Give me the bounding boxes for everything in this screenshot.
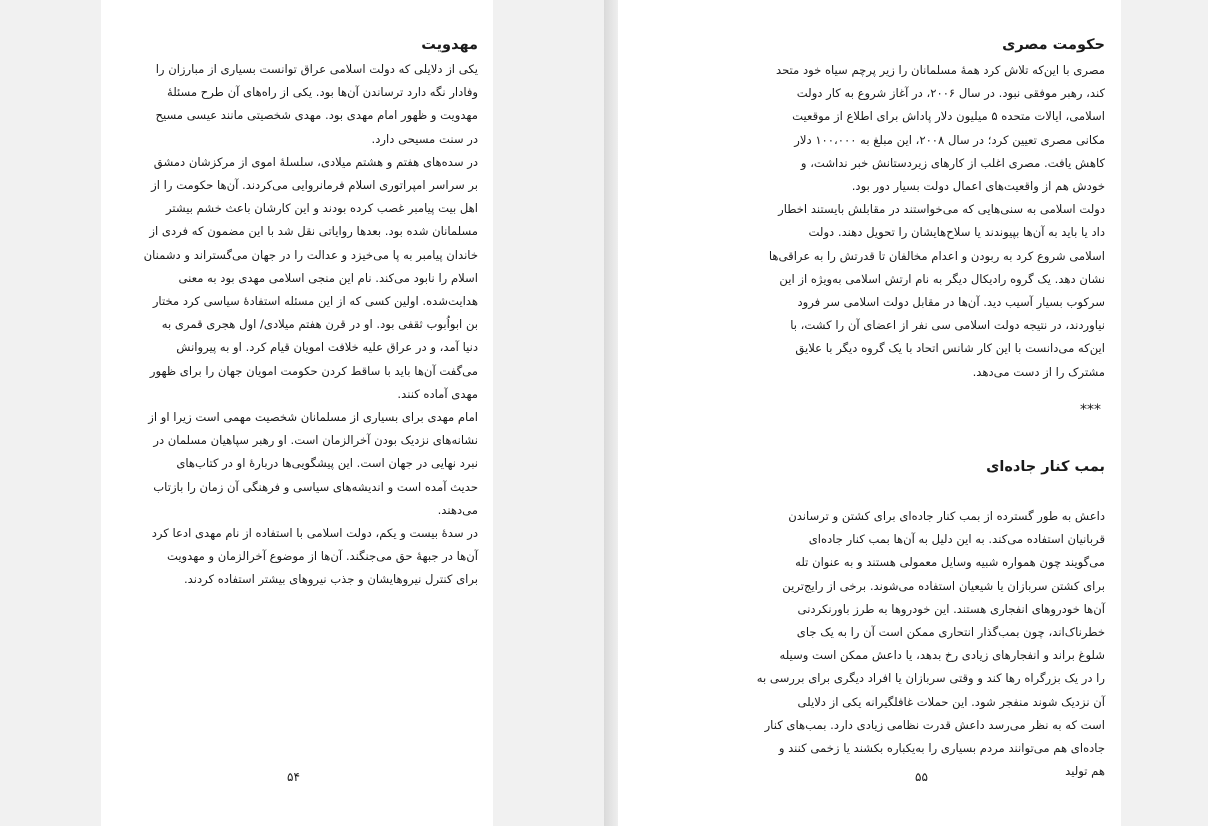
text-line: سرکوب بسیار آسیب دید. آن‌ها در مقابل دولت اسلامی سر فرود — [797, 295, 1105, 310]
text-line: بن ابواُبوب ثقفی بود. او در قرن هفتم میلادی/ اول هجری قمری به — [161, 317, 478, 332]
text-line: امام مهدی برای بسیاری از مسلمانان شخصیت مهمی است زیرا او از — [148, 410, 478, 425]
text-line: می‌دهند. — [437, 502, 478, 517]
right-page-number: ۵۵ — [915, 770, 928, 784]
text-line: دولت اسلامی به سنی‌هایی که می‌خواستند در مقابلش بایستند اخطار — [778, 202, 1105, 217]
text-line: این‌که می‌دانست با این کار شانس اتحاد با یک گروه دیگر با علایق — [795, 341, 1105, 356]
right-page-body-text-1 — [769, 59, 1105, 384]
text-line: آن‌ها خودروهای انفجاری هستند. این خودروها به طرز باورنکردنی — [797, 601, 1105, 616]
text-line: اهل بیت پیامبر غصب کرده بودند و این کارشان باعث خشم بیشتر — [165, 201, 478, 216]
text-line: مصری با این‌که تلاش کرد همهٔ مسلمانان را زیر پرچم سیاه خود متحد — [775, 63, 1105, 77]
text-line: آن‌ها در جبههٔ حق می‌جنگند. آن‌ها از موضوع آخرالزمان و مهدویت — [166, 549, 478, 564]
left-page-body-text — [144, 58, 478, 592]
text-line: می‌گویند چون همواره شبیه وسایل معمولی هستند و به عنوان تله — [795, 555, 1105, 570]
text-line: را در یک بزرگراه رها کند و وقتی سربازان یا افراد دیگری برای بررسی به — [756, 671, 1105, 686]
text-line: اسلامی، ایالات متحده ۵ میلیون دلار پاداش برای اطلاع از موقعیت — [792, 109, 1105, 124]
text-line: خودش هم از واقعیت‌های اعمال دولت بسیار دور بود. — [851, 179, 1105, 194]
text-line: در سنت مسیحی دارد. — [371, 131, 478, 146]
text-line: حدیث آمده است و اندیشه‌های سیاسی و فرهنگی آن زمان را بازتاب — [153, 479, 478, 494]
text-line: بر سراسر امپراتوری اسلام فرمانروایی می‌کردند. آن‌ها حکومت را از — [151, 178, 478, 193]
text-line: خاندان پیامبر به پا می‌خیزد و عدالت را در جهان می‌گستراند و دشمنان — [143, 247, 478, 262]
text-line: وفادار نگه دارد ترساندن آن‌ها بود. یکی از راه‌های آن طرح مسئلهٔ — [166, 85, 478, 100]
text-line: اسلام را نابود می‌کند. نام این منجی اسلامی مهدی بود به معنی — [178, 270, 478, 285]
text-line: هدایت‌شده. اولین کسی که از این مسئله استفادهٔ سیاسی کرد مختار — [152, 294, 478, 309]
text-line: جاده‌ای هم می‌توانند مردم بسیاری را به‌یکباره بکشند یا زخمی کنند و — [778, 741, 1105, 756]
book-spine-shadow — [604, 0, 618, 826]
text-line: مشترک را از دست می‌دهد. — [972, 364, 1105, 379]
text-line: مهدی آماده کنند. — [397, 386, 478, 401]
text-line: هم تولید — [1065, 764, 1105, 779]
text-line: در سده‌های هفتم و هشتم میلادی، سلسلهٔ اموی از مرکزشان دمشق — [153, 154, 478, 169]
text-line: کند، رهبر موفقی نبود. در سال ۲۰۰۶، در آغاز شروع به کار دولت — [796, 86, 1105, 101]
text-line: دنیا آمد، و در عراق علیه خلافت امویان قیام کرد. او به پیروانش — [176, 340, 478, 355]
text-line: نشانه‌های نزدیک بودن آخرالزمان است. او رهبر سپاهیان مسلمان در — [153, 433, 478, 448]
text-line: داعش به طور گسترده از بمب کنار جاده‌ای برای کشتن و ترساندن — [788, 509, 1105, 523]
section-heading-egyptian-rule: حکومت مصری — [1002, 37, 1105, 53]
text-line: مکانی مصری تعیین کرد؛ در سال ۲۰۰۸، این مبلغ به ۱۰۰،۰۰۰ دلار — [794, 132, 1105, 147]
text-line: نیاوردند، در نتیجه دولت اسلامی سی نفر از اعضای آن را کشت، با — [790, 318, 1105, 333]
text-line: کاهش یافت. مصری اغلب از کارهای زیردستانش خبر نداشت، و — [800, 155, 1105, 170]
text-line: مهدویت و ظهور امام مهدی بود. مهدی شخصیتی مانند عیسی مسیح — [155, 108, 478, 123]
text-line: برای کشتن سربازان یا شیعیان استفاده می‌شوند. برخی از رایج‌ترین — [782, 578, 1105, 593]
text-line: برای کنترل نیروهایشان و جذب نیروهای بیشتر استفاده کردند. — [183, 572, 478, 587]
text-line: است که به نظر می‌رسد داعش قدرت نظامی زیادی دارد. بمب‌های کنار — [764, 717, 1105, 732]
text-line: آن نزدیک شوند منفجر شود. این حملات غافلگیرانه یکی از دلایلی — [797, 694, 1105, 709]
text-line: قربانیان استفاده می‌کند. به این دلیل به آن‌ها بمب کنار جاده‌ای — [808, 532, 1105, 547]
section-separator: *** — [1080, 402, 1101, 418]
text-line: یکی از دلایلی که دولت اسلامی عراق توانست بسیاری از مبارزان را — [155, 62, 478, 76]
text-line: نشان دهد. یک گروه رادیکال دیگر به نام ارتش اسلامی به‌ویژه از این — [779, 271, 1105, 286]
right-page — [618, 0, 1121, 826]
text-line: می‌گفت آن‌ها باید با ساقط کردن حکومت امویان جهان را برای ظهور — [149, 363, 478, 378]
right-page-body-text-2 — [757, 505, 1105, 783]
text-line: داد یا باید به آن‌ها بپیوندند یا سلاح‌هایشان را تحویل دهند. دولت — [808, 225, 1105, 240]
text-line: اسلامی شروع کرد به ربودن و اعدام مخالفان تا قدرتش را به عراقی‌ها — [768, 248, 1105, 263]
text-line: خطرناک‌اند، چون بمب‌گذار انتحاری ممکن است آن را به یک جای — [796, 625, 1105, 640]
text-line: مسلمانان شده بود. بعدها روایاتی نقل شد با این مضمون که فردی از — [149, 224, 478, 239]
text-line: نبرد نهایی در جهان است. این پیشگویی‌ها دربارهٔ او در کتاب‌های — [176, 456, 478, 471]
text-line: در سدهٔ بیست و یکم، دولت اسلامی با استفاده از نام مهدی ادعا کرد — [151, 526, 478, 541]
text-line: شلوغ براند و انفجارهای زیادی رخ بدهد، یا داعش ممکن است وسیله — [779, 648, 1105, 663]
section-heading-roadside-bomb: بمب کنار جاده‌ای — [986, 459, 1105, 475]
left-page-number: ۵۴ — [287, 770, 300, 784]
section-heading-mahdaviat: مهدویت — [421, 37, 478, 53]
left-page — [101, 0, 493, 826]
